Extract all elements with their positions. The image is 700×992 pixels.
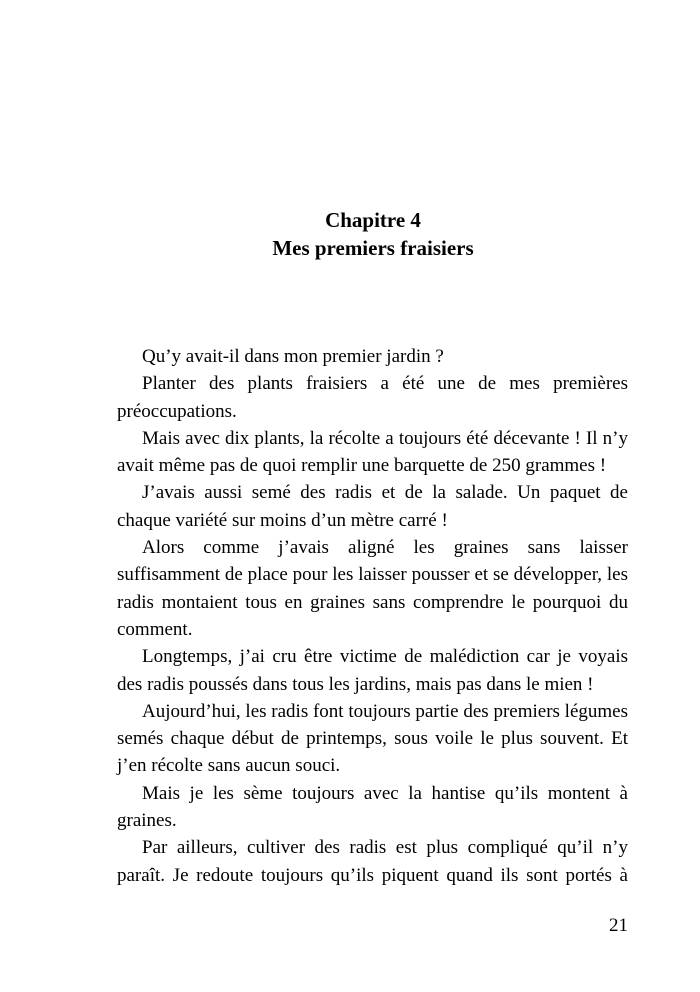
paragraph: Par ailleurs, cultiver des radis est plus compliqué qu’il n’y paraît. Je redoute toujours qu’ils piquent quand ils sont portés à bbox=[117, 837, 628, 886]
page-number: 21 bbox=[609, 915, 628, 936]
paragraph: Alors comme j’avais aligné les graines sans laisser suffisamment de place pour les laisser pousser et se développer, les radis montaient tous en graines sans comprendre le pourquoi du comment. bbox=[117, 537, 628, 640]
paragraph: Qu’y avait-il dans mon premier jardin ? bbox=[142, 346, 444, 367]
chapter-heading bbox=[0, 206, 700, 262]
paragraph: J’avais aussi semé des radis et de la salade. Un paquet de chaque variété sur moins d’un mètre carré ! bbox=[117, 482, 628, 531]
paragraph: Aujourd’hui, les radis font toujours partie des premiers légumes semés chaque début de printemps, sous voile le plus souvent. Et j’en récolte sans aucun souci. bbox=[117, 700, 628, 777]
chapter-title: Mes premiers fraisiers bbox=[272, 236, 474, 260]
paragraph: Longtemps, j’ai cru être victime de malédiction car je voyais des radis poussés dans tous les jardins, mais pas dans le mien ! bbox=[117, 646, 628, 695]
chapter-number: Chapitre 4 bbox=[325, 208, 421, 232]
paragraph: Mais je les sème toujours avec la hantise qu’ils montent à graines. bbox=[117, 782, 628, 832]
paragraph: Mais avec dix plants, la récolte a toujours été décevante ! Il n’y avait même pas de quoi remplir une barquette de 250 grammes ! bbox=[117, 427, 628, 477]
chapter-body bbox=[117, 343, 628, 889]
paragraph: Planter des plants fraisiers a été une de mes premières préoccupations. bbox=[117, 373, 628, 422]
